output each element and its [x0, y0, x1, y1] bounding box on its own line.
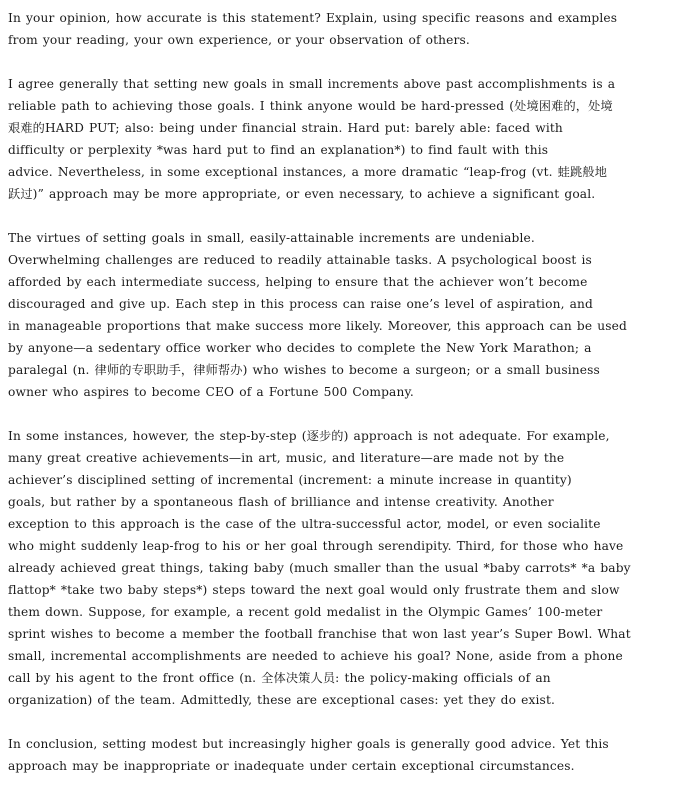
body-paragraph-exceptions: In some instances, however, the step-by-step (逐步的) approach is not adequate. For example, many great creative achievements—in art, music, and literature—are made not by the achiever’s disciplined setting of incremental (increment: a minute increase in quantity) goals, but rather by a spontaneous flash of brilliance and intense creativity. Another exception to this approach is the case of the ultra-successful actor, model, or even socialite who might suddenly leap-frog to his or her goal through serendipity. Third, for those who have already achieved great things, taking baby (much smaller than the usual *baby carrots* *a baby flattop* *take two baby steps*) steps toward the next goal would only frustrate them and slow them down. Suppose, for example, a recent gold medalist in the Olympic Games’ 100-meter sprint wishes to become a member the football franchise that won last year’s Super Bowl. What small, incremental accomplishments are needed to achieve his goal? None, aside from a phone call by his agent to the front office (n. 全体决策人员: the policy-making officials of an organization) of the team. Admittedly, these are exceptional cases: yet they do exist.: [8, 429, 631, 707]
conclusion-paragraph: In conclusion, setting modest but increasingly higher goals is generally good advice. Yet this approach may be inappropriate or inadequate under certain exceptional circumstances.: [8, 737, 609, 773]
prompt-paragraph: In your opinion, how accurate is this statement? Explain, using specific reasons and examples from your reading, your own experience, or your observation of others.: [8, 11, 618, 47]
document-body: [8, 7, 672, 799]
body-paragraph-virtues: The virtues of setting goals in small, easily-attainable increments are undeniable. Overwhelming challenges are reduced to readily attainable tasks. A psychological boost is afforded by each intermediate success, helping to ensure that the achiever won’t become discouraged and give up. Each step in this process can raise one’s level of aspiration, and in manageable proportions that make success more likely. Moreover, this approach can be used by anyone—a sedentary office worker who decides to complete the New York Marathon; a paralegal (n. 律师的专职助手，律师帮办) who wishes to become a surgeon; or a small business owner who aspires to become CEO of a Fortune 500 Company.: [8, 231, 627, 399]
intro-paragraph: I agree generally that setting new goals in small increments above past accomplishments is a reliable path to achieving those goals. I think anyone would be hard-pressed (处境困难的，处境 艰难的HARD PUT; also: being under financial strain. Hard put: barely able: faced with difficulty or perplexity *was hard put to find an explanation*) to find fault with this advice. Nevertheless, in some exceptional instances, a more dramatic “leap-frog (vt. 蛙跳般地 跃过)” approach may be more appropriate, or even necessary, to achieve a significant goal.: [8, 77, 616, 201]
